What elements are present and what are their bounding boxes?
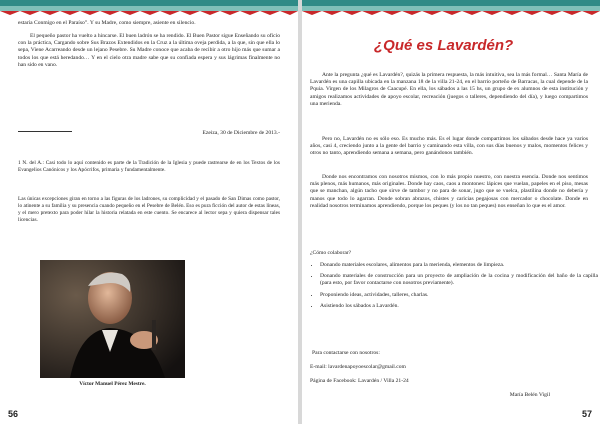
- footnote: 1 N. del A.: Casi todo lo aquí contenido es parte de la Tradición de la Iglesia y puede rastrearse de en los Textos de los Evangelios Canónicos y los Apócrifos, primaria y fundamentalmente.: [18, 160, 280, 173]
- paragraph: estaría Conmigo en el Paraíso”. Y su Madre, como siempre, asiente en silencio.: [18, 20, 196, 26]
- collaboration-list: [310, 262, 598, 314]
- left-page: [0, 0, 298, 424]
- contact-email: E-mail: lavardenapoyoescolar@gmail.com: [310, 364, 406, 370]
- list-item: • Donando materiales escolares, alimentos para la merienda, elementos de limpieza.: [320, 262, 598, 269]
- decorative-band: [0, 0, 298, 16]
- list-item: • Donando materiales de construcción para un proyecto de ampliación de la cocina y modificación del baño de la capilla (para esto, por favor contactarse con nosotros previamente).: [320, 273, 598, 287]
- page-number: 57: [581, 409, 592, 419]
- portrait-image: [40, 260, 185, 378]
- footnote-continued: Las únicas excepciones giran en torno a las figuras de los ladrones, su complicidad y el pasado de San Dimas como pastor, lo atinente a su familia y su presencia cuando pequeño en el Pesebre de Belén. Eso es pura ficción del autor de estas líneas, y el mero pretexto para poder hilar la historia relatada en este cuento. Se encarece al lector sepa y quiera dispensar tales licencias.: [18, 196, 280, 223]
- author-photo: [40, 260, 185, 378]
- photo-caption: Víctor Manuel Pérez Mestre.: [79, 381, 146, 387]
- chevron-band-graphic: [0, 0, 298, 16]
- list-item: • Asistiendo los sábados a Lavardén.: [320, 303, 598, 310]
- paragraph: El pequeño pastor ha vuelto a hincarse. El buen ladrón se ha rendido. El Buen Pastor sigue Enseñando su oficio con la práctica, Cargando sobre Sus Brazos Extendidos en la Cruz a la última oveja perdida, a la que, sin que ella lo sepa, Viene Acarreando desde un lejano Pesebre. Su Madre conoce que acaba de recibir a otro hijo más que sumar a todos los que está heredando… Y en el cielo otra madre sabe que su confiada espera y sus lágrimas finalmente no han sido en vano.: [18, 33, 280, 68]
- decorative-band: [302, 0, 600, 16]
- signature-date: Ezeiza, 30 de Diciembre de 2013.-: [202, 130, 280, 136]
- list-item: • Proponiendo ideas, actividades, talleres, charlas.: [320, 292, 598, 299]
- page-number: 56: [8, 409, 19, 419]
- footnote-divider: [18, 131, 72, 132]
- chevron-band-graphic: [302, 0, 600, 16]
- article-author: María Belén Vigil: [509, 392, 550, 398]
- collaborate-question: ¿Cómo colaborar?: [310, 250, 352, 256]
- contact-facebook: Página de Facebook: Lavardén / Villa 21-24: [310, 378, 409, 384]
- paragraph: Donde nos encontramos con nosotros mismos, con lo más propio nuestro, con nuestra esencia. Donde nos sentimos más plenos, más humanos, más originales. Donde hay caos, caos a montones: lápices que vuelan, papeles en el piso, mesas que se manchan, algún tacho que sirve de tambor y no para de sonar, jugo que se vuelca, plastilina donde no debería y manos que todo lo agarran. Donde sobran abrazos, chistes y caricias pegajosas con mercador o chocolate. Donde en realidad nosotros terminamos aprendiendo, porque los peques (y los no tan peques) nos enseñan lo que es el amor.: [310, 174, 588, 209]
- page-title: ¿Qué es Lavardén?: [374, 37, 514, 54]
- paragraph: Ante la pregunta ¿qué es Lavardén?, quizás la primera respuesta, la más intuitiva, sea la más formal… Santa María de Lavardén es una capilla ubicada en la manzana 18 de la villa 21-24, en el barrio porteño de Barracas, la cual depende de la Pquia. Virgen de los Milagros de Caacupé. En ella, los sábados a las 15 hs, un grupo de ex alumnos de esta institución y amigos realizamos actividades de apoyo escolar, recreación (juegos o talleres, dependiendo del día), y luego compartimos una merienda.: [310, 72, 588, 107]
- paragraph: Pero no, Lavardén no es sólo eso. Es mucho más. Es el lugar donde compartimos los sábados desde hace ya varios años, casi 4, creciendo junto a la gente del barrio y caminando esta villa, con sus días buenos y malos, momentos felices y otros no tanto, aprendiendo semana a semana, pero ganándonos también.: [310, 136, 588, 157]
- contact-intro: Para contactarse con nosotros:: [312, 350, 380, 356]
- right-page: [302, 0, 600, 424]
